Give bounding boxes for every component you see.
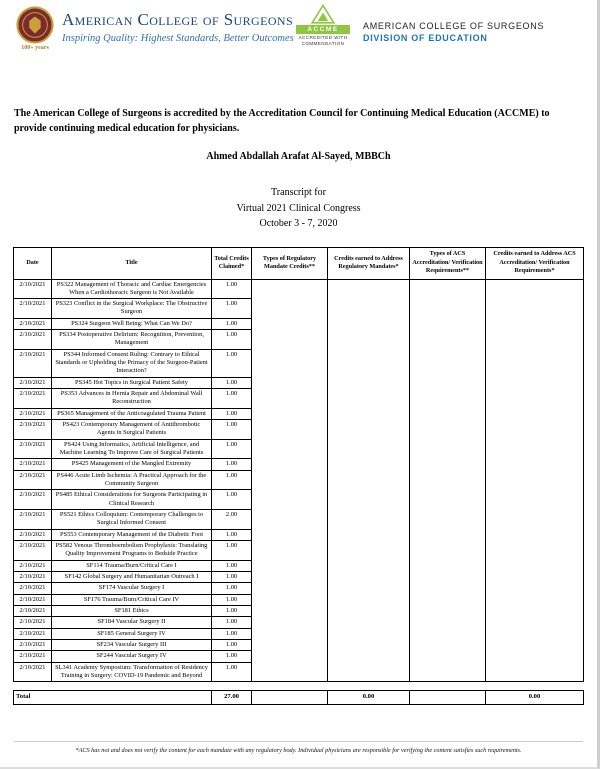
session-credits-cell: 1.00 bbox=[212, 628, 252, 639]
session-title-cell: SF142 Global Surgery and Humanitarian Outreach I bbox=[52, 572, 212, 583]
total-row bbox=[14, 691, 584, 705]
session-credits-cell: 1.00 bbox=[212, 617, 252, 628]
footnote: *ACS has not and does not verify the content for each mandate with any regulatory body. Individual physicians are responsible for verifying the content satisfies such requirements. bbox=[14, 741, 583, 754]
session-title-cell: PS425 Management of the Mangled Extremity bbox=[52, 459, 212, 470]
session-title-cell: PS344 Informed Consent Ruling: Contrary to Ethical Standards or Upholding the Primacy of the Surgeon-Patient Interaction? bbox=[52, 349, 212, 377]
total-label-cell: Total bbox=[14, 691, 212, 705]
org-name: American College of Surgeons bbox=[62, 10, 294, 29]
session-date-cell: 2/10/2021 bbox=[14, 651, 52, 662]
session-title-cell: SL341 Academy Symposium: Transformation of Residency Training in Surgery: COVID-19 Pandemic and Beyond bbox=[52, 662, 212, 682]
session-credits-cell: 1.00 bbox=[212, 279, 252, 299]
session-credits-cell: 1.00 bbox=[212, 408, 252, 419]
session-date-cell: 2/10/2021 bbox=[14, 470, 52, 490]
regulatory-mandate-credits-column bbox=[328, 279, 410, 682]
session-title-cell: SF244 Vascular Surgery IV bbox=[52, 651, 212, 662]
total-credits-cell: 27.00 bbox=[212, 691, 252, 705]
transcript-title-line2: Virtual 2021 Clinical Congress bbox=[236, 202, 361, 214]
transcript-table-body bbox=[14, 279, 584, 682]
session-title-cell: PS353 Advances in Hernia Repair and Abdominal Wall Reconstruction bbox=[52, 389, 212, 409]
session-credits-cell: 1.00 bbox=[212, 330, 252, 350]
division-block bbox=[363, 21, 544, 43]
org-tagline: Inspiring Quality: Highest Standards, Better Outcomes bbox=[62, 33, 294, 44]
session-title-cell: PS365 Management of the Anticoagulated Trauma Patient bbox=[52, 408, 212, 419]
session-title-cell: PS345 Hot Topics in Surgical Patient Safety bbox=[52, 377, 212, 388]
spacer-row bbox=[14, 682, 584, 691]
session-date-cell: 2/10/2021 bbox=[14, 349, 52, 377]
session-title-cell: SF234 Vascular Surgery III bbox=[52, 639, 212, 650]
acs-seal bbox=[12, 6, 58, 51]
session-title-cell: PS424 Using Informatics, Artificial Intelligence, and Machine Learning To Improve Care of Surgical Patients bbox=[52, 439, 212, 459]
spacer-cell bbox=[14, 682, 584, 691]
accme-triangle-icon bbox=[311, 4, 335, 24]
attendee-name: Ahmed Abdallah Arafat Al-Sayed, MBBCh bbox=[206, 151, 391, 162]
col-header-date: Date bbox=[14, 247, 52, 279]
accme-caption-line2: COMMENDATION bbox=[301, 41, 345, 46]
session-credits-cell: 1.00 bbox=[212, 541, 252, 561]
session-title-cell: SF176 Trauma/Burn/Critical Care IV bbox=[52, 594, 212, 605]
session-title-cell: PS322 Management of Thoracic and Cardiac Emergencies When a Cardiothoracic Surgeon is Not Available bbox=[52, 279, 212, 299]
accme-caption-line1: ACCREDITED WITH bbox=[298, 35, 348, 40]
session-credits-cell: 1.00 bbox=[212, 639, 252, 650]
session-date-cell: 2/10/2021 bbox=[14, 606, 52, 617]
session-date-cell: 2/10/2021 bbox=[14, 279, 52, 299]
transcript-table bbox=[13, 247, 584, 705]
session-title-cell: SF184 Vascular Surgery II bbox=[52, 617, 212, 628]
session-credits-cell: 2.00 bbox=[212, 510, 252, 530]
header-row bbox=[14, 247, 584, 279]
col-header-acs-types: Types of ACS Accreditation/ Verification Requirements** bbox=[410, 247, 486, 279]
session-date-cell: 2/10/2021 bbox=[14, 490, 52, 510]
session-credits-cell: 1.00 bbox=[212, 606, 252, 617]
session-date-cell: 2/10/2021 bbox=[14, 439, 52, 459]
session-date-cell: 2/10/2021 bbox=[14, 330, 52, 350]
session-credits-cell: 1.00 bbox=[212, 299, 252, 319]
acs-requirement-types-column bbox=[410, 279, 486, 682]
session-credits-cell: 1.00 bbox=[212, 377, 252, 388]
session-date-cell: 2/10/2021 bbox=[14, 639, 52, 650]
session-credits-cell: 1.00 bbox=[212, 572, 252, 583]
transcript-table-header bbox=[14, 247, 584, 279]
total-acs-credits-cell: 0.00 bbox=[486, 691, 584, 705]
session-title-cell: PS446 Acute Limb Ischemia: A Practical Approach for the Community Surgeon bbox=[52, 470, 212, 490]
total-regulatory-types-cell bbox=[252, 691, 328, 705]
session-credits-cell: 1.00 bbox=[212, 662, 252, 682]
accreditation-statement: The American College of Surgeons is accredited by the Accreditation Council for Continuing Medical Education (ACCME) to provide continuing medical education for physicians. bbox=[14, 108, 550, 134]
table-row bbox=[14, 279, 584, 299]
total-regulatory-credits-cell: 0.00 bbox=[328, 691, 410, 705]
session-date-cell: 2/10/2021 bbox=[14, 628, 52, 639]
session-credits-cell: 1.00 bbox=[212, 389, 252, 409]
division-name: DIVISION OF EDUCATION bbox=[363, 33, 488, 43]
acs-requirement-credits-column bbox=[486, 279, 584, 682]
session-date-cell: 2/10/2021 bbox=[14, 583, 52, 594]
session-credits-cell: 1.00 bbox=[212, 560, 252, 571]
total-acs-types-cell bbox=[410, 691, 486, 705]
session-credits-cell: 1.00 bbox=[212, 529, 252, 540]
session-date-cell: 2/10/2021 bbox=[14, 510, 52, 530]
session-credits-cell: 1.00 bbox=[212, 318, 252, 329]
org-block bbox=[62, 10, 294, 44]
session-credits-cell: 1.00 bbox=[212, 420, 252, 440]
session-date-cell: 2/10/2021 bbox=[14, 541, 52, 561]
col-header-acs-credits: Credits earned to Address ACS Accreditation/ Verification Requirements* bbox=[486, 247, 584, 279]
session-date-cell: 2/10/2021 bbox=[14, 572, 52, 583]
session-date-cell: 2/10/2021 bbox=[14, 529, 52, 540]
session-date-cell: 2/10/2021 bbox=[14, 594, 52, 605]
session-credits-cell: 1.00 bbox=[212, 583, 252, 594]
transcript-table-footer bbox=[14, 682, 584, 705]
session-date-cell: 2/10/2021 bbox=[14, 662, 52, 682]
session-title-cell: PS521 Ethics Colloquium: Contemporary Challenges to Surgical Informed Consent bbox=[52, 510, 212, 530]
session-title-cell: PS423 Contemporary Management of Antithrombotic Agents in Surgical Patients bbox=[52, 420, 212, 440]
session-title-cell: SF181 Ethics bbox=[52, 606, 212, 617]
session-credits-cell: 1.00 bbox=[212, 594, 252, 605]
transcript-title-line3: October 3 - 7, 2020 bbox=[259, 218, 338, 229]
accme-wordmark: ACCME bbox=[296, 25, 350, 34]
session-date-cell: 2/10/2021 bbox=[14, 299, 52, 319]
session-title-cell: SF114 Trauma/Burn/Critical Care I bbox=[52, 560, 212, 571]
session-credits-cell: 1.00 bbox=[212, 490, 252, 510]
session-title-cell: PS553 Contemporary Management of the Diabetic Foot bbox=[52, 529, 212, 540]
session-credits-cell: 1.00 bbox=[212, 439, 252, 459]
session-title-cell: PS323 Conflict in the Surgical Workplace: The Obstructive Surgeon bbox=[52, 299, 212, 319]
session-credits-cell: 1.00 bbox=[212, 651, 252, 662]
session-date-cell: 2/10/2021 bbox=[14, 459, 52, 470]
session-date-cell: 2/10/2021 bbox=[14, 617, 52, 628]
col-header-title: Title bbox=[52, 247, 212, 279]
seal-caption: 100+ years bbox=[21, 45, 49, 51]
col-header-regulatory-types: Types of Regulatory Mandate Credits** bbox=[252, 247, 328, 279]
session-date-cell: 2/10/2021 bbox=[14, 389, 52, 409]
accme-logo bbox=[296, 4, 350, 46]
session-date-cell: 2/10/2021 bbox=[14, 560, 52, 571]
session-title-cell: PS334 Postoperative Delirium: Recognition, Prevention, Management bbox=[52, 330, 212, 350]
session-title-cell: PS485 Ethical Considerations for Surgeons Participating in Clinical Research bbox=[52, 490, 212, 510]
transcript-title-line1: Transcript for bbox=[271, 187, 326, 198]
session-title-cell: PS582 Venous Thromboembolism Prophylaxis: Translating Quality Improvement Programs to Bedside Practice bbox=[52, 541, 212, 561]
session-credits-cell: 1.00 bbox=[212, 470, 252, 490]
session-credits-cell: 1.00 bbox=[212, 459, 252, 470]
session-date-cell: 2/10/2021 bbox=[14, 318, 52, 329]
session-title-cell: PS324 Surgeon Well Being: What Can We Do? bbox=[52, 318, 212, 329]
acs-seal-icon bbox=[16, 6, 54, 44]
session-date-cell: 2/10/2021 bbox=[14, 420, 52, 440]
transcript-title-block bbox=[0, 185, 597, 232]
session-date-cell: 2/10/2021 bbox=[14, 377, 52, 388]
col-header-total-credits: Total Credits Claimed* bbox=[212, 247, 252, 279]
page-header bbox=[0, 0, 597, 80]
col-header-regulatory-credits: Credits earned to Address Regulatory Mandates* bbox=[328, 247, 410, 279]
session-title-cell: SF174 Vascular Surgery I bbox=[52, 583, 212, 594]
regulatory-mandate-types-column bbox=[252, 279, 328, 682]
session-credits-cell: 1.00 bbox=[212, 349, 252, 377]
session-title-cell: SF185 General Surgery IV bbox=[52, 628, 212, 639]
division-org-name: AMERICAN COLLEGE OF SURGEONS bbox=[363, 21, 545, 31]
session-date-cell: 2/10/2021 bbox=[14, 408, 52, 419]
